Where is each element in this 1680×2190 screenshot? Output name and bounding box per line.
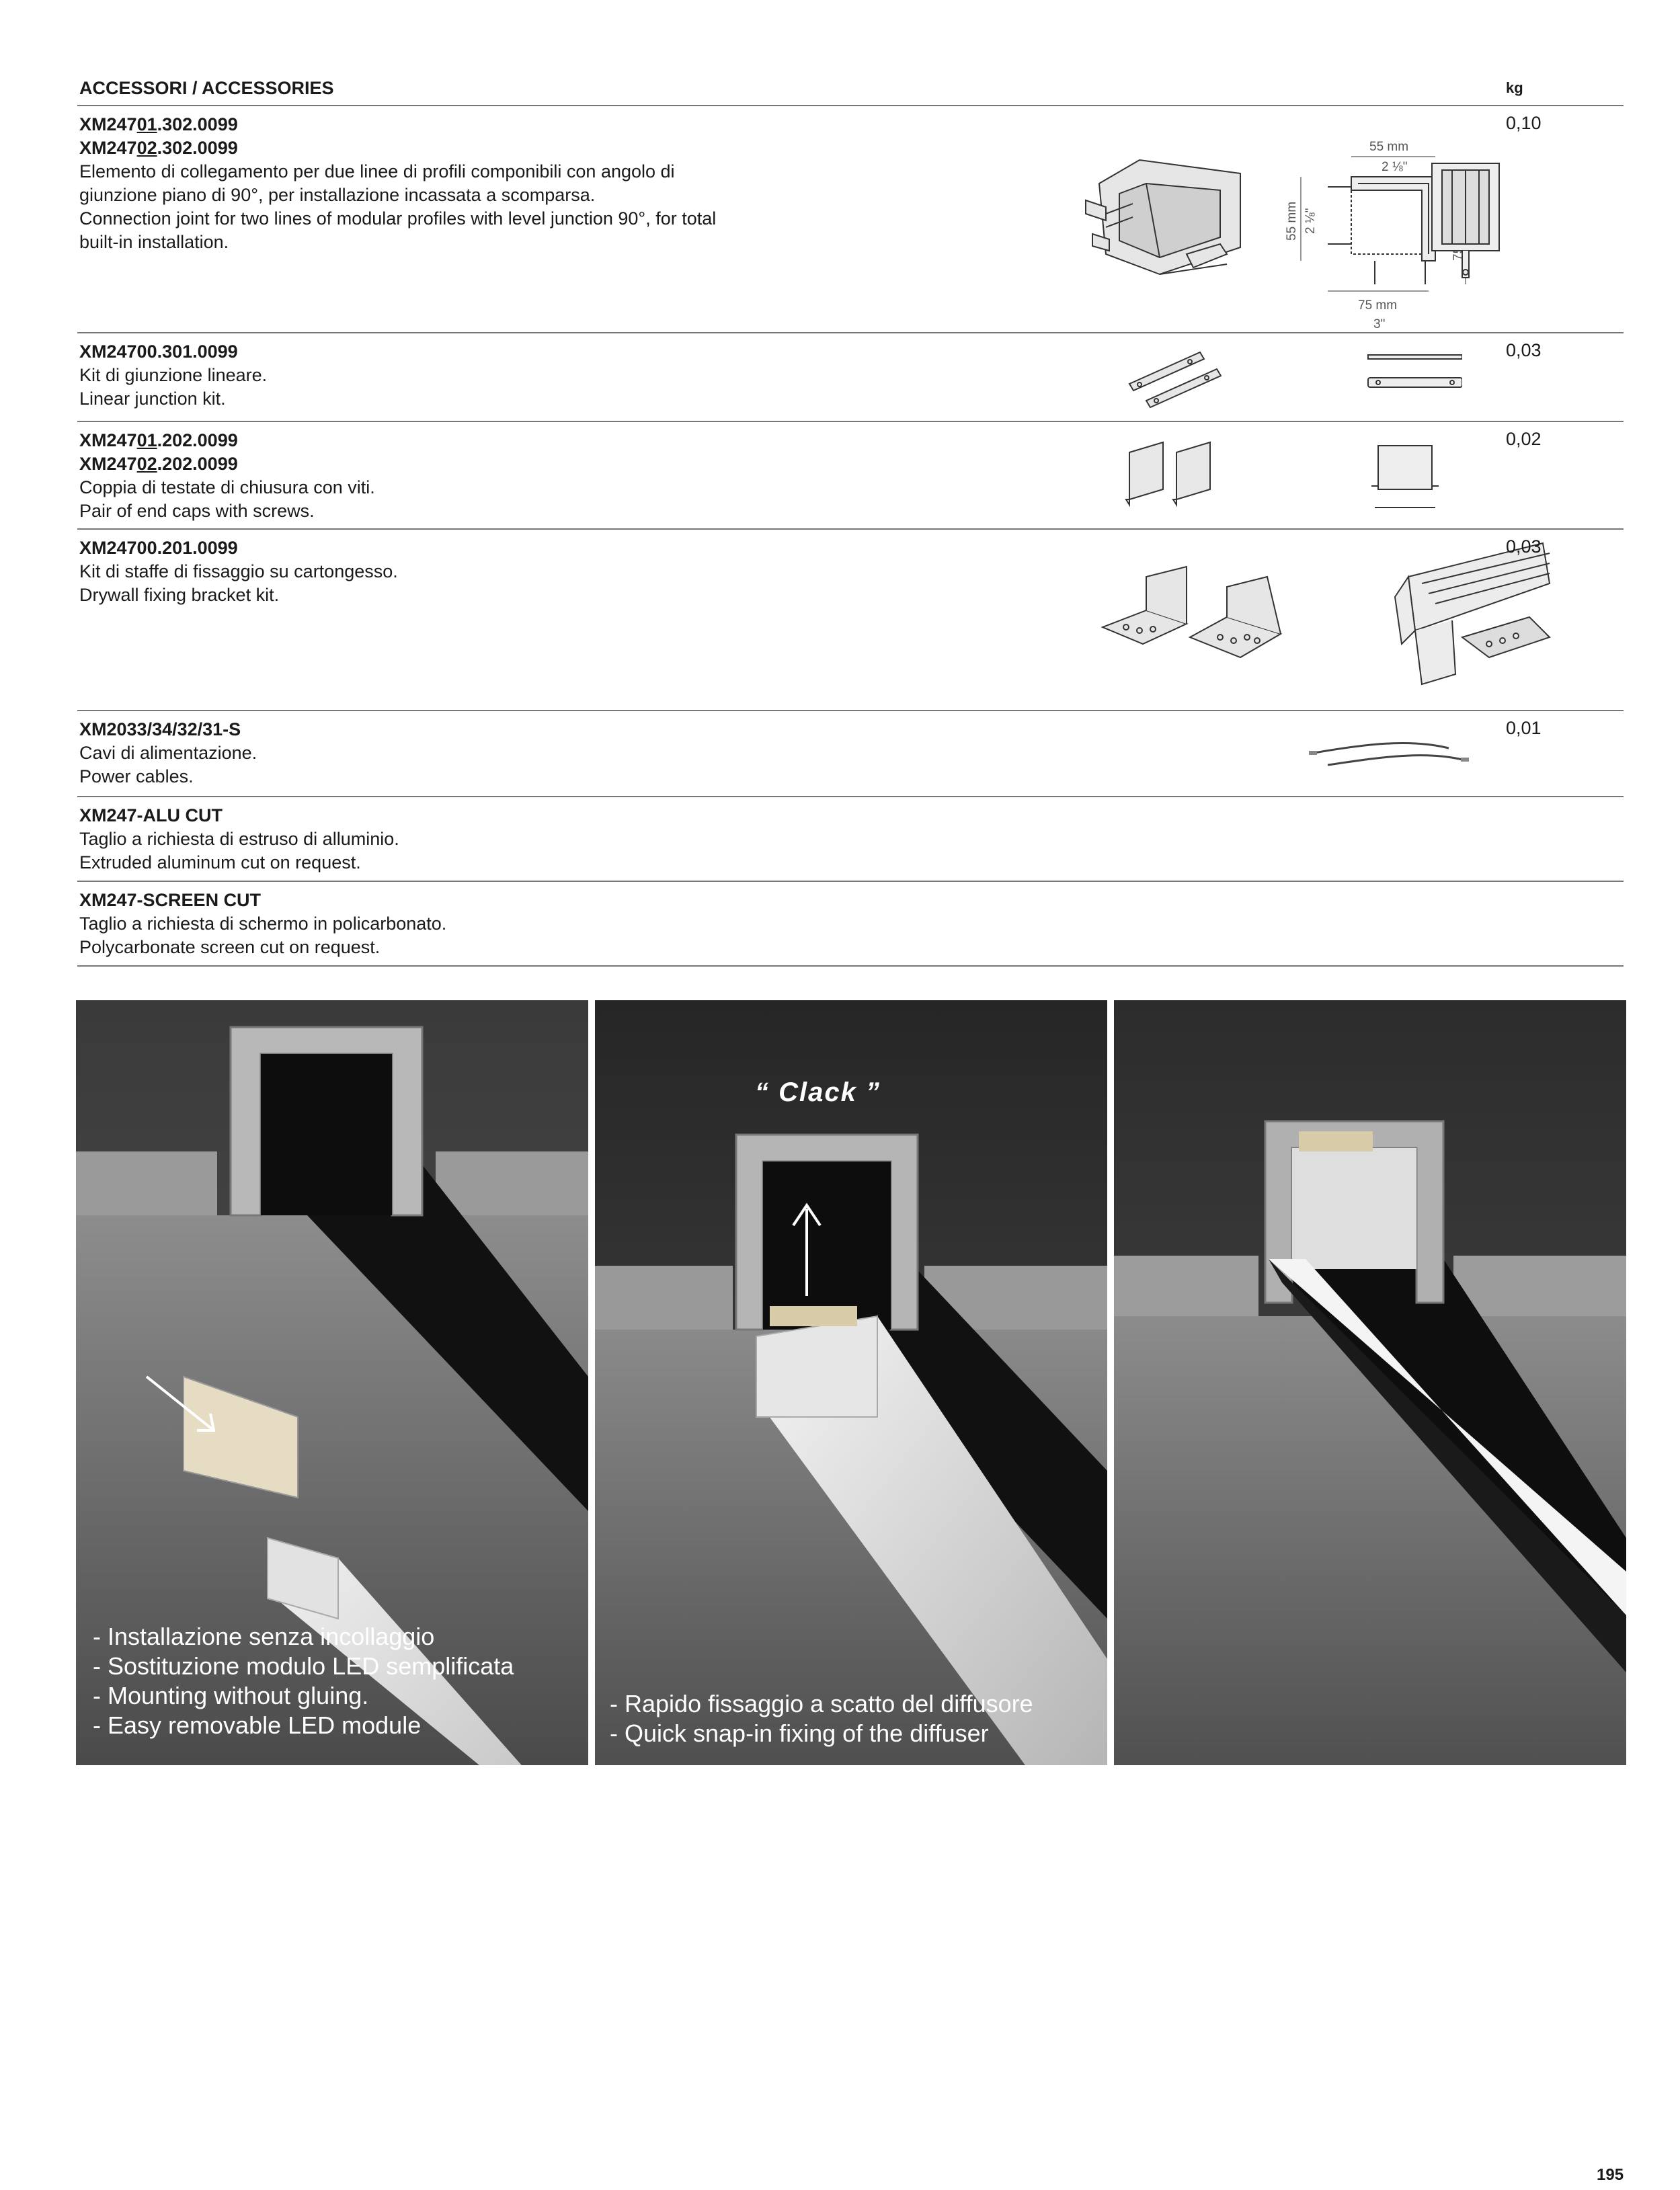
description-line: Connection joint for two lines of modular profiles with level junction 90°, for total: [79, 208, 717, 229]
accessory-description: [79, 804, 785, 875]
page-number: 195: [1597, 2166, 1624, 2184]
end-cap-front-icon: [1371, 446, 1439, 508]
product-code: XM24702.202.0099: [79, 454, 238, 474]
accessory-description: [79, 429, 785, 523]
description-line: Drywall fixing bracket kit.: [79, 585, 280, 605]
dim-top-mm: 55 mm: [1369, 140, 1409, 154]
accessory-description: [79, 889, 785, 959]
accessory-description: [79, 340, 785, 411]
description-line: Power cables.: [79, 766, 194, 786]
installation-photos: [76, 1000, 1626, 1767]
caption-line: - Mounting without gluing.: [93, 1682, 369, 1709]
accessories-header: [77, 73, 1624, 106]
description-line: Kit di giunzione lineare.: [79, 365, 268, 385]
dim-bottom-in: 3": [1373, 317, 1386, 328]
caption-line: - Sostituzione modulo LED semplificata: [93, 1652, 514, 1680]
accessory-row-screen-cut: [77, 882, 1624, 967]
description-line: built-in installation.: [79, 232, 229, 252]
dim-top-in: 2 ⅛": [1382, 160, 1408, 174]
clack-label: “ Clack ”: [755, 1078, 881, 1107]
product-code: XM2033/34/32/31-S: [79, 719, 241, 739]
weight-unit-label: kg: [1506, 79, 1523, 96]
description-line: Linear junction kit.: [79, 389, 226, 409]
end-caps-drawings: [1045, 432, 1462, 526]
dim-left-mm: 55 mm: [1285, 201, 1299, 241]
junction-plate-flat-icon: [1368, 355, 1462, 387]
weight-value: 0,01: [1506, 718, 1542, 738]
drywall-bracket-drawings: [1018, 536, 1583, 704]
description-line: Coppia di testate di chiusura con viti.: [79, 477, 375, 497]
product-code: XM24700.301.0099: [79, 341, 238, 362]
photo-led-module-insertion: [76, 1000, 588, 1765]
description-line: Polycarbonate screen cut on request.: [79, 937, 381, 957]
weight-value: 0,03: [1506, 340, 1542, 360]
power-cable-icon: [1308, 731, 1476, 778]
accessory-row-power-cables: [77, 711, 1624, 797]
description-line: Extruded aluminum cut on request.: [79, 852, 361, 873]
accessory-row-end-caps: [77, 422, 1624, 530]
description-line: Cavi di alimentazione.: [79, 743, 257, 763]
accessory-row-alu-cut: [77, 797, 1624, 882]
corner-joint-top-view-icon: [1328, 177, 1435, 284]
caption-line: - Rapido fissaggio a scatto del diffusore: [610, 1690, 1033, 1717]
weight-value: 0,02: [1506, 429, 1542, 449]
linear-junction-drawings: [1045, 340, 1462, 414]
product-code: XM24702.302.0099: [79, 138, 238, 158]
photo-diffuser-snap-in: [595, 1000, 1107, 1765]
weight-value: 0,03: [1506, 536, 1542, 557]
accessory-row-linear-junction: [77, 333, 1624, 422]
product-code: XM24700.201.0099: [79, 538, 238, 558]
description-line: giunzione piano di 90°, per installazione incassata a scomparsa.: [79, 185, 596, 205]
photo-installed-profile: [1114, 1000, 1626, 1765]
accessory-description: [79, 718, 785, 788]
description-line: Kit di staffe di fissaggio su cartongesso.: [79, 561, 398, 581]
end-cap-iso-icon: [1126, 442, 1210, 505]
caption-line: - Quick snap-in fixing of the diffuser: [610, 1719, 989, 1747]
junction-plate-iso-icon: [1129, 352, 1221, 407]
accessory-description: [79, 536, 785, 607]
photo-3-illustration: [1114, 1000, 1626, 1765]
photo-2-caption: [610, 1689, 1033, 1748]
accessory-description: [79, 113, 785, 254]
photo-2-illustration: [595, 1000, 1107, 1765]
product-code: XM24701.202.0099: [79, 430, 238, 450]
corner-joint-iso-icon: [1086, 160, 1240, 274]
product-code: XM247-SCREEN CUT: [79, 890, 262, 910]
bracket-mounted-profile-icon: [1395, 543, 1550, 684]
accessory-row-drywall-brackets: [77, 530, 1624, 711]
description-line: Taglio a richiesta di estruso di alluminio.: [79, 829, 399, 849]
dim-bottom-mm: 75 mm: [1358, 298, 1398, 313]
caption-line: - Installazione senza incollaggio: [93, 1623, 435, 1650]
dim-left-in: 2 ⅛": [1304, 208, 1318, 234]
product-code: XM247-ALU CUT: [79, 805, 223, 825]
caption-line: - Easy removable LED module: [93, 1711, 422, 1739]
weight-value: 0,10: [1506, 113, 1542, 133]
accessory-row-corner-joint: [77, 106, 1624, 333]
photo-1-caption: [93, 1622, 514, 1740]
corner-joint-side-view-icon: [1422, 157, 1516, 291]
bracket-iso-icon: [1103, 567, 1281, 657]
section-title: ACCESSORI / ACCESSORIES: [79, 78, 334, 98]
description-line: Taglio a richiesta di schermo in policarbonato.: [79, 914, 447, 934]
description-line: Elemento di collegamento per due linee di profili componibili con angolo di: [79, 161, 675, 181]
product-code: XM24701.302.0099: [79, 114, 238, 134]
description-line: Pair of end caps with screws.: [79, 501, 315, 521]
